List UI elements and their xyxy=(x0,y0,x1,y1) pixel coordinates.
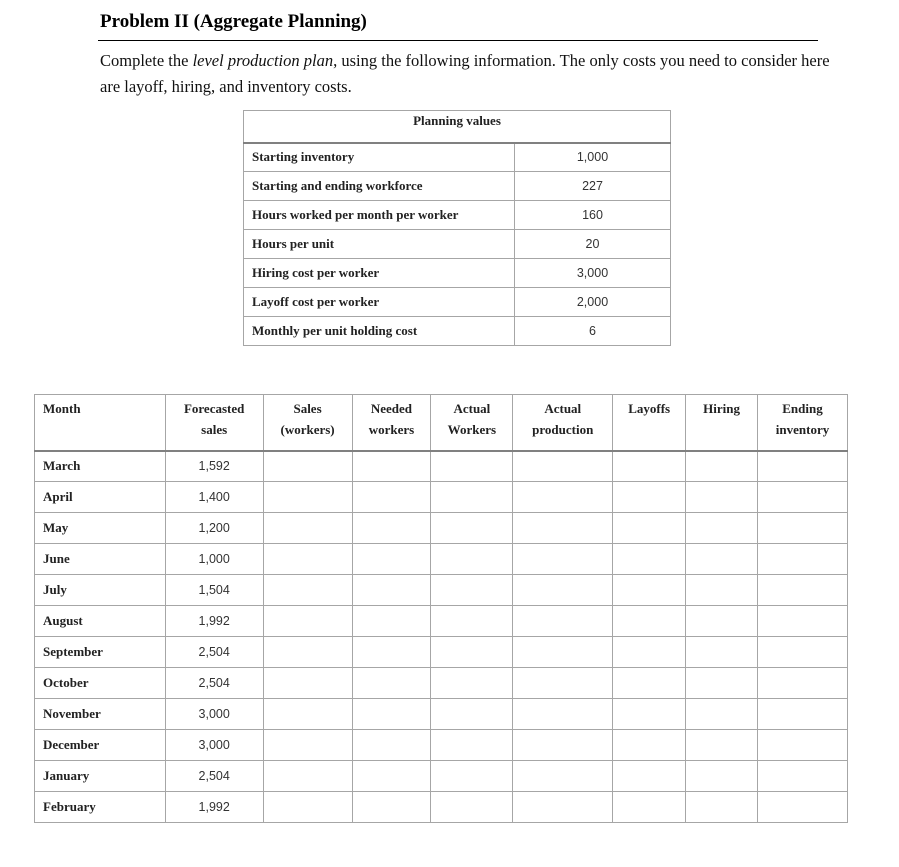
needed-workers-cell xyxy=(352,761,431,792)
header-forecasted-sales xyxy=(165,395,263,451)
table-row xyxy=(35,668,848,699)
intro-text-start: Complete the xyxy=(100,51,193,70)
hiring-cell xyxy=(686,792,758,823)
needed-workers-cell xyxy=(352,606,431,637)
forecasted-sales-cell: 2,504 xyxy=(165,761,263,792)
planning-values-row xyxy=(244,201,671,230)
needed-workers-cell xyxy=(352,637,431,668)
layoffs-cell xyxy=(613,668,686,699)
sales-workers-cell xyxy=(263,482,352,513)
needed-workers-cell xyxy=(352,792,431,823)
actual-production-cell xyxy=(513,606,613,637)
title-divider xyxy=(98,40,818,41)
planning-value-label: Layoff cost per worker xyxy=(244,288,515,317)
forecasted-sales-cell: 1,000 xyxy=(165,544,263,575)
actual-production-cell xyxy=(513,513,613,544)
table-row xyxy=(35,637,848,668)
layoffs-cell xyxy=(613,513,686,544)
actual-production-cell xyxy=(513,761,613,792)
planning-values-row xyxy=(244,288,671,317)
ending-inventory-cell xyxy=(758,544,848,575)
sales-workers-cell xyxy=(263,637,352,668)
planning-value-label: Hiring cost per worker xyxy=(244,259,515,288)
layoffs-cell xyxy=(613,451,686,482)
hiring-cell xyxy=(686,606,758,637)
intro-text-end: , using the following information. The only costs you need to consider here are layoff, hiring, and inventory costs. xyxy=(100,51,830,96)
actual-production-cell xyxy=(513,792,613,823)
header-layoffs-label: Layoffs xyxy=(628,401,671,416)
planning-value-number: 2,000 xyxy=(515,288,671,317)
ending-inventory-cell xyxy=(758,637,848,668)
actual-production-cell xyxy=(513,637,613,668)
layoffs-cell xyxy=(613,761,686,792)
ending-inventory-cell xyxy=(758,451,848,482)
hiring-cell xyxy=(686,575,758,606)
ending-inventory-cell xyxy=(758,606,848,637)
ending-inventory-cell xyxy=(758,668,848,699)
actual-workers-cell xyxy=(431,482,513,513)
planning-values-row xyxy=(244,172,671,201)
header-layoffs xyxy=(613,395,686,451)
month-cell: July xyxy=(35,575,166,606)
sales-workers-cell xyxy=(263,761,352,792)
hiring-cell xyxy=(686,482,758,513)
header-ending-inventory-line1: Ending xyxy=(782,401,823,416)
layoffs-cell xyxy=(613,544,686,575)
needed-workers-cell xyxy=(352,482,431,513)
header-actual-production-line2: production xyxy=(532,422,594,437)
actual-workers-cell xyxy=(431,730,513,761)
needed-workers-cell xyxy=(352,668,431,699)
planning-value-number: 227 xyxy=(515,172,671,201)
needed-workers-cell xyxy=(352,730,431,761)
needed-workers-cell xyxy=(352,544,431,575)
table-row xyxy=(35,513,848,544)
planning-value-label: Hours worked per month per worker xyxy=(244,201,515,230)
actual-workers-cell xyxy=(431,699,513,730)
ending-inventory-cell xyxy=(758,730,848,761)
forecasted-sales-cell: 2,504 xyxy=(165,668,263,699)
hiring-cell xyxy=(686,544,758,575)
hiring-cell xyxy=(686,451,758,482)
ending-inventory-cell xyxy=(758,575,848,606)
actual-production-cell xyxy=(513,544,613,575)
forecasted-sales-cell: 3,000 xyxy=(165,730,263,761)
forecasted-sales-cell: 1,992 xyxy=(165,606,263,637)
forecasted-sales-cell: 3,000 xyxy=(165,699,263,730)
planning-values-row xyxy=(244,317,671,346)
month-cell: May xyxy=(35,513,166,544)
hiring-cell xyxy=(686,513,758,544)
forecasted-sales-cell: 1,504 xyxy=(165,575,263,606)
header-ending-inventory-line2: inventory xyxy=(775,422,830,437)
layoffs-cell xyxy=(613,637,686,668)
month-cell: November xyxy=(35,699,166,730)
forecasted-sales-cell: 1,400 xyxy=(165,482,263,513)
ending-inventory-cell xyxy=(758,792,848,823)
month-cell: October xyxy=(35,668,166,699)
month-cell: September xyxy=(35,637,166,668)
sales-workers-cell xyxy=(263,544,352,575)
actual-production-cell xyxy=(513,668,613,699)
actual-production-cell xyxy=(513,730,613,761)
hiring-cell xyxy=(686,699,758,730)
hiring-cell xyxy=(686,761,758,792)
actual-workers-cell xyxy=(431,451,513,482)
header-needed-workers-line2: workers xyxy=(368,422,415,437)
layoffs-cell xyxy=(613,792,686,823)
header-sales-workers-line2: (workers) xyxy=(280,422,335,437)
hiring-cell xyxy=(686,730,758,761)
forecasted-sales-cell: 1,992 xyxy=(165,792,263,823)
intro-emphasis: level production plan xyxy=(192,51,334,70)
header-actual-workers-line2: Workers xyxy=(447,422,497,437)
header-hiring-label: Hiring xyxy=(703,401,740,416)
header-actual-production-line1: Actual xyxy=(544,401,582,416)
planning-values-header-row xyxy=(244,111,671,143)
planning-value-label: Starting inventory xyxy=(244,143,515,172)
page-title: Problem II (Aggregate Planning) xyxy=(100,11,367,32)
sales-workers-cell xyxy=(263,513,352,544)
actual-production-cell xyxy=(513,451,613,482)
layoffs-cell xyxy=(613,699,686,730)
header-sales-workers-line1: Sales xyxy=(293,401,322,416)
plan-header-row xyxy=(35,395,848,451)
header-forecasted-sales-line2: sales xyxy=(201,422,228,437)
ending-inventory-cell xyxy=(758,482,848,513)
layoffs-cell xyxy=(613,730,686,761)
planning-value-number: 20 xyxy=(515,230,671,259)
actual-workers-cell xyxy=(431,792,513,823)
month-cell: August xyxy=(35,606,166,637)
header-actual-production xyxy=(513,395,613,451)
month-cell: March xyxy=(35,451,166,482)
actual-production-cell xyxy=(513,482,613,513)
actual-production-cell xyxy=(513,699,613,730)
ending-inventory-cell xyxy=(758,761,848,792)
table-row xyxy=(35,544,848,575)
planning-value-label: Starting and ending workforce xyxy=(244,172,515,201)
actual-workers-cell xyxy=(431,606,513,637)
sales-workers-cell xyxy=(263,730,352,761)
level-production-plan-table xyxy=(34,394,848,823)
layoffs-cell xyxy=(613,575,686,606)
sales-workers-cell xyxy=(263,792,352,823)
month-cell: June xyxy=(35,544,166,575)
planning-value-number: 6 xyxy=(515,317,671,346)
table-row xyxy=(35,482,848,513)
table-row xyxy=(35,451,848,482)
actual-production-cell xyxy=(513,575,613,606)
planning-values-row xyxy=(244,143,671,172)
header-ending-inventory xyxy=(758,395,848,451)
ending-inventory-cell xyxy=(758,513,848,544)
header-actual-workers xyxy=(431,395,513,451)
table-row xyxy=(35,730,848,761)
planning-value-number: 160 xyxy=(515,201,671,230)
ending-inventory-cell xyxy=(758,699,848,730)
sales-workers-cell xyxy=(263,606,352,637)
actual-workers-cell xyxy=(431,544,513,575)
header-actual-workers-line1: Actual xyxy=(453,401,491,416)
header-month xyxy=(35,395,166,451)
header-sales-workers xyxy=(263,395,352,451)
table-row xyxy=(35,606,848,637)
forecasted-sales-cell: 1,592 xyxy=(165,451,263,482)
table-row xyxy=(35,575,848,606)
actual-workers-cell xyxy=(431,575,513,606)
needed-workers-cell xyxy=(352,513,431,544)
month-cell: April xyxy=(35,482,166,513)
layoffs-cell xyxy=(613,606,686,637)
hiring-cell xyxy=(686,668,758,699)
header-forecasted-sales-line1: Forecasted xyxy=(183,401,245,416)
header-needed-workers xyxy=(352,395,431,451)
layoffs-cell xyxy=(613,482,686,513)
actual-workers-cell xyxy=(431,668,513,699)
actual-workers-cell xyxy=(431,637,513,668)
planning-values-row xyxy=(244,230,671,259)
intro-paragraph xyxy=(100,48,830,100)
month-cell: February xyxy=(35,792,166,823)
header-needed-workers-line1: Needed xyxy=(370,401,413,416)
header-month-label: Month xyxy=(43,401,81,416)
planning-values-row xyxy=(244,259,671,288)
needed-workers-cell xyxy=(352,575,431,606)
planning-value-number: 1,000 xyxy=(515,143,671,172)
hiring-cell xyxy=(686,637,758,668)
month-cell: December xyxy=(35,730,166,761)
actual-workers-cell xyxy=(431,513,513,544)
sales-workers-cell xyxy=(263,451,352,482)
planning-values-header: Planning values xyxy=(244,111,671,143)
forecasted-sales-cell: 2,504 xyxy=(165,637,263,668)
actual-workers-cell xyxy=(431,761,513,792)
sales-workers-cell xyxy=(263,668,352,699)
planning-value-label: Monthly per unit holding cost xyxy=(244,317,515,346)
needed-workers-cell xyxy=(352,451,431,482)
table-row xyxy=(35,792,848,823)
planning-value-number: 3,000 xyxy=(515,259,671,288)
forecasted-sales-cell: 1,200 xyxy=(165,513,263,544)
table-row xyxy=(35,761,848,792)
sales-workers-cell xyxy=(263,699,352,730)
planning-value-label: Hours per unit xyxy=(244,230,515,259)
table-row xyxy=(35,699,848,730)
sales-workers-cell xyxy=(263,575,352,606)
planning-values-table xyxy=(243,110,671,346)
needed-workers-cell xyxy=(352,699,431,730)
header-hiring xyxy=(686,395,758,451)
month-cell: January xyxy=(35,761,166,792)
